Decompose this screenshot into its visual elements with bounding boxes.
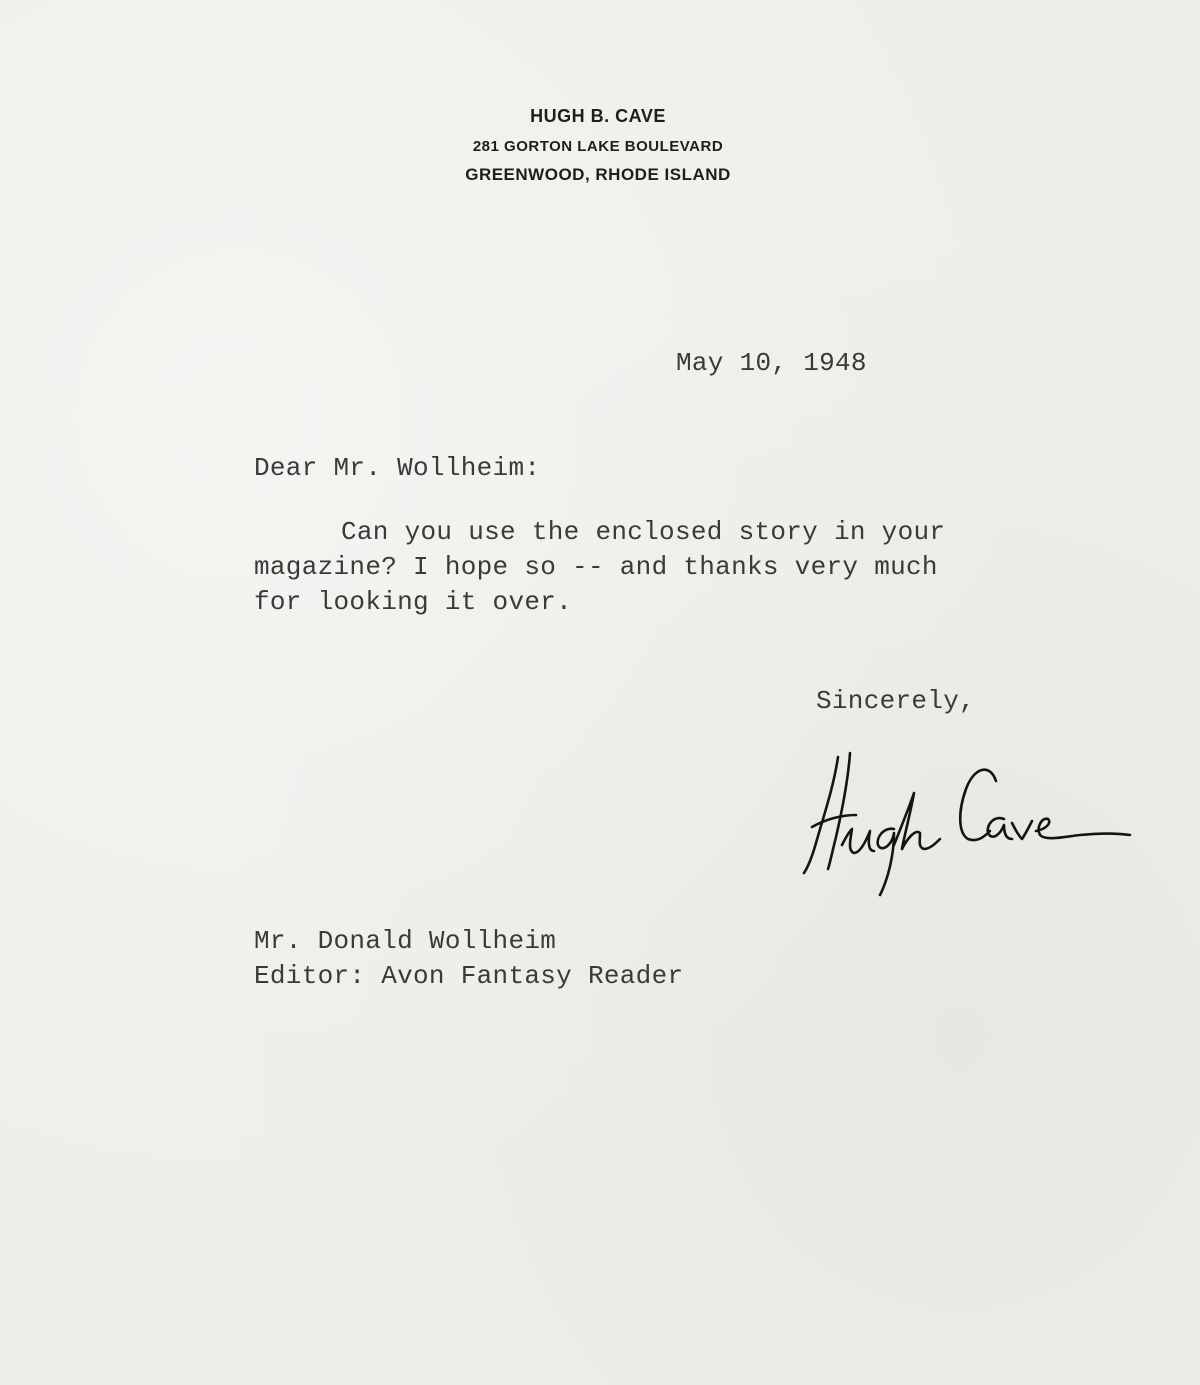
letterhead-name: HUGH B. CAVE: [530, 106, 666, 126]
body-line: magazine? I hope so -- and thanks very much: [254, 552, 938, 582]
recipient-name: Mr. Donald Wollheim: [254, 926, 557, 956]
handwritten-signature: [790, 745, 1140, 905]
letterhead-street: 281 GORTON LAKE BOULEVARD: [472, 138, 724, 155]
letter-date: May 10, 1948: [676, 348, 867, 378]
body-line: Can you use the enclosed story in your: [341, 517, 946, 547]
salutation: Dear Mr. Wollheim:: [254, 453, 541, 483]
closing: Sincerely,: [816, 686, 976, 716]
recipient-title: Editor: Avon Fantasy Reader: [254, 961, 684, 991]
letterhead-city: GREENWOOD, RHODE ISLAND: [465, 165, 731, 184]
body-line: for looking it over.: [254, 587, 573, 617]
